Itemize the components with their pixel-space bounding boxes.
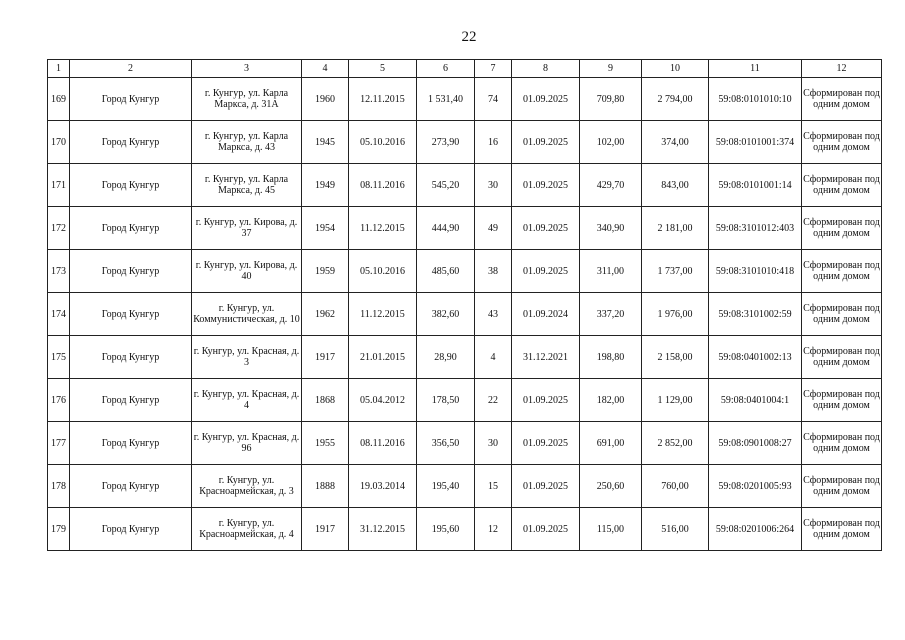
table-row — [48, 508, 882, 551]
header-row — [48, 60, 882, 78]
residents-cell: 43 — [475, 293, 512, 336]
column-header: 2 — [70, 60, 192, 78]
value-cell: 337,20 — [580, 293, 642, 336]
value-cell: 198,80 — [580, 336, 642, 379]
year-built-cell: 1949 — [302, 164, 349, 207]
residents-cell: 49 — [475, 207, 512, 250]
date-cell: 05.10.2016 — [349, 250, 417, 293]
column-header: 6 — [417, 60, 475, 78]
municipality-cell: Город Кунгур — [70, 336, 192, 379]
land-area-cell: 2 852,00 — [642, 422, 709, 465]
year-built-cell: 1955 — [302, 422, 349, 465]
column-header: 4 — [302, 60, 349, 78]
table-row — [48, 465, 882, 508]
status-cell: Сформирован под одним домом — [802, 207, 882, 250]
land-area-cell: 760,00 — [642, 465, 709, 508]
area-cell: 273,90 — [417, 121, 475, 164]
year-built-cell: 1954 — [302, 207, 349, 250]
area-cell: 356,50 — [417, 422, 475, 465]
land-area-cell: 1 737,00 — [642, 250, 709, 293]
row-number-cell: 172 — [48, 207, 70, 250]
cadastral-number-cell: 59:08:0401002:13 — [709, 336, 802, 379]
deadline-cell: 01.09.2025 — [512, 78, 580, 121]
residents-cell: 4 — [475, 336, 512, 379]
address-cell: г. Кунгур, ул. Красная, д. 4 — [192, 379, 302, 422]
status-cell: Сформирован под одним домом — [802, 121, 882, 164]
row-number-cell: 171 — [48, 164, 70, 207]
address-cell: г. Кунгур, ул. Кирова, д. 40 — [192, 250, 302, 293]
housing-register-table — [47, 59, 882, 551]
row-number-cell: 175 — [48, 336, 70, 379]
address-cell: г. Кунгур, ул. Красноармейская, д. 3 — [192, 465, 302, 508]
year-built-cell: 1960 — [302, 78, 349, 121]
column-header: 5 — [349, 60, 417, 78]
date-cell: 11.12.2015 — [349, 293, 417, 336]
residents-cell: 74 — [475, 78, 512, 121]
deadline-cell: 01.09.2025 — [512, 508, 580, 551]
cadastral-number-cell: 59:08:3101002:59 — [709, 293, 802, 336]
cadastral-number-cell: 59:08:0201005:93 — [709, 465, 802, 508]
year-built-cell: 1917 — [302, 508, 349, 551]
date-cell: 05.10.2016 — [349, 121, 417, 164]
year-built-cell: 1917 — [302, 336, 349, 379]
table-row — [48, 78, 882, 121]
column-header: 9 — [580, 60, 642, 78]
column-header: 10 — [642, 60, 709, 78]
land-area-cell: 1 976,00 — [642, 293, 709, 336]
date-cell: 08.11.2016 — [349, 422, 417, 465]
residents-cell: 38 — [475, 250, 512, 293]
column-header: 12 — [802, 60, 882, 78]
address-cell: г. Кунгур, ул. Карла Маркса, д. 45 — [192, 164, 302, 207]
year-built-cell: 1868 — [302, 379, 349, 422]
municipality-cell: Город Кунгур — [70, 164, 192, 207]
column-header: 11 — [709, 60, 802, 78]
year-built-cell: 1888 — [302, 465, 349, 508]
municipality-cell: Город Кунгур — [70, 78, 192, 121]
date-cell: 19.03.2014 — [349, 465, 417, 508]
area-cell: 1 531,40 — [417, 78, 475, 121]
municipality-cell: Город Кунгур — [70, 465, 192, 508]
table-row — [48, 336, 882, 379]
address-cell: г. Кунгур, ул. Красная, д. 96 — [192, 422, 302, 465]
deadline-cell: 01.09.2025 — [512, 379, 580, 422]
address-cell: г. Кунгур, ул. Карла Маркса, д. 43 — [192, 121, 302, 164]
area-cell: 195,60 — [417, 508, 475, 551]
value-cell: 250,60 — [580, 465, 642, 508]
value-cell: 115,00 — [580, 508, 642, 551]
residents-cell: 22 — [475, 379, 512, 422]
row-number-cell: 174 — [48, 293, 70, 336]
status-cell: Сформирован под одним домом — [802, 164, 882, 207]
area-cell: 195,40 — [417, 465, 475, 508]
area-cell: 444,90 — [417, 207, 475, 250]
status-cell: Сформирован под одним домом — [802, 336, 882, 379]
value-cell: 182,00 — [580, 379, 642, 422]
deadline-cell: 01.09.2025 — [512, 465, 580, 508]
land-area-cell: 2 794,00 — [642, 78, 709, 121]
municipality-cell: Город Кунгур — [70, 422, 192, 465]
address-cell: г. Кунгур, ул. Коммунистическая, д. 10 — [192, 293, 302, 336]
residents-cell: 16 — [475, 121, 512, 164]
cadastral-number-cell: 59:08:0901008:27 — [709, 422, 802, 465]
date-cell: 11.12.2015 — [349, 207, 417, 250]
deadline-cell: 31.12.2021 — [512, 336, 580, 379]
table-row — [48, 422, 882, 465]
cadastral-number-cell: 59:08:0101001:14 — [709, 164, 802, 207]
status-cell: Сформирован под одним домом — [802, 293, 882, 336]
status-cell: Сформирован под одним домом — [802, 379, 882, 422]
land-area-cell: 2 158,00 — [642, 336, 709, 379]
residents-cell: 12 — [475, 508, 512, 551]
land-area-cell: 374,00 — [642, 121, 709, 164]
value-cell: 429,70 — [580, 164, 642, 207]
year-built-cell: 1959 — [302, 250, 349, 293]
status-cell: Сформирован под одним домом — [802, 422, 882, 465]
municipality-cell: Город Кунгур — [70, 207, 192, 250]
cadastral-number-cell: 59:08:0101001:374 — [709, 121, 802, 164]
area-cell: 545,20 — [417, 164, 475, 207]
page-number: 22 — [461, 29, 477, 45]
date-cell: 21.01.2015 — [349, 336, 417, 379]
cadastral-number-cell: 59:08:3101010:418 — [709, 250, 802, 293]
area-cell: 485,60 — [417, 250, 475, 293]
cadastral-number-cell: 59:08:0201006:264 — [709, 508, 802, 551]
residents-cell: 30 — [475, 164, 512, 207]
column-header: 7 — [475, 60, 512, 78]
municipality-cell: Город Кунгур — [70, 508, 192, 551]
table-row — [48, 293, 882, 336]
municipality-cell: Город Кунгур — [70, 379, 192, 422]
land-area-cell: 843,00 — [642, 164, 709, 207]
row-number-cell: 173 — [48, 250, 70, 293]
column-header: 8 — [512, 60, 580, 78]
status-cell: Сформирован под одним домом — [802, 78, 882, 121]
table-row — [48, 379, 882, 422]
table-row — [48, 121, 882, 164]
land-area-cell: 516,00 — [642, 508, 709, 551]
municipality-cell: Город Кунгур — [70, 250, 192, 293]
column-header: 3 — [192, 60, 302, 78]
deadline-cell: 01.09.2025 — [512, 250, 580, 293]
row-number-cell: 176 — [48, 379, 70, 422]
land-area-cell: 1 129,00 — [642, 379, 709, 422]
residents-cell: 15 — [475, 465, 512, 508]
date-cell: 08.11.2016 — [349, 164, 417, 207]
deadline-cell: 01.09.2024 — [512, 293, 580, 336]
row-number-cell: 170 — [48, 121, 70, 164]
deadline-cell: 01.09.2025 — [512, 422, 580, 465]
municipality-cell: Город Кунгур — [70, 121, 192, 164]
status-cell: Сформирован под одним домом — [802, 250, 882, 293]
value-cell: 340,90 — [580, 207, 642, 250]
table-row — [48, 207, 882, 250]
residents-cell: 30 — [475, 422, 512, 465]
address-cell: г. Кунгур, ул. Красная, д. 3 — [192, 336, 302, 379]
cadastral-number-cell: 59:08:3101012:403 — [709, 207, 802, 250]
land-area-cell: 2 181,00 — [642, 207, 709, 250]
address-cell: г. Кунгур, ул. Красноармейская, д. 4 — [192, 508, 302, 551]
address-cell: г. Кунгур, ул. Карла Маркса, д. 31А — [192, 78, 302, 121]
cadastral-number-cell: 59:08:0401004:1 — [709, 379, 802, 422]
table-row — [48, 164, 882, 207]
status-cell: Сформирован под одним домом — [802, 508, 882, 551]
row-number-cell: 179 — [48, 508, 70, 551]
value-cell: 311,00 — [580, 250, 642, 293]
row-number-cell: 177 — [48, 422, 70, 465]
column-header: 1 — [48, 60, 70, 78]
area-cell: 382,60 — [417, 293, 475, 336]
table-row — [48, 250, 882, 293]
status-cell: Сформирован под одним домом — [802, 465, 882, 508]
cadastral-number-cell: 59:08:0101010:10 — [709, 78, 802, 121]
deadline-cell: 01.09.2025 — [512, 121, 580, 164]
row-number-cell: 178 — [48, 465, 70, 508]
date-cell: 31.12.2015 — [349, 508, 417, 551]
address-cell: г. Кунгур, ул. Кирова, д. 37 — [192, 207, 302, 250]
row-number-cell: 169 — [48, 78, 70, 121]
date-cell: 12.11.2015 — [349, 78, 417, 121]
date-cell: 05.04.2012 — [349, 379, 417, 422]
value-cell: 691,00 — [580, 422, 642, 465]
deadline-cell: 01.09.2025 — [512, 164, 580, 207]
municipality-cell: Город Кунгур — [70, 293, 192, 336]
deadline-cell: 01.09.2025 — [512, 207, 580, 250]
year-built-cell: 1945 — [302, 121, 349, 164]
area-cell: 178,50 — [417, 379, 475, 422]
value-cell: 102,00 — [580, 121, 642, 164]
value-cell: 709,80 — [580, 78, 642, 121]
year-built-cell: 1962 — [302, 293, 349, 336]
area-cell: 28,90 — [417, 336, 475, 379]
